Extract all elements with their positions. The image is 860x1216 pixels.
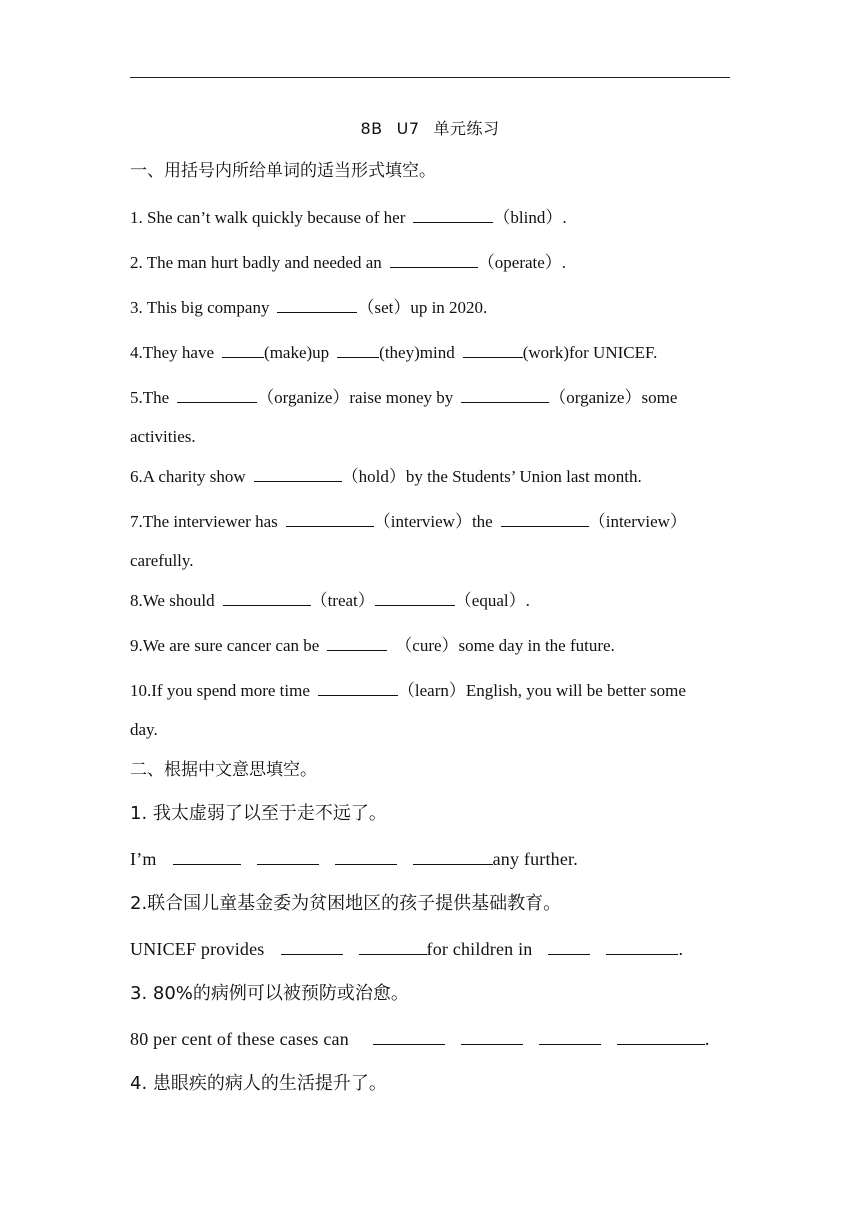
section1-heading: 一、用括号内所给单词的适当形式填空。 xyxy=(130,161,436,181)
answer-blank[interactable] xyxy=(177,386,257,403)
title-grade: 8B xyxy=(360,119,383,138)
answer-blank[interactable] xyxy=(223,589,311,606)
question-1: 1. She can’t walk quickly because of her （blind）. xyxy=(130,208,567,227)
section2-heading: 二、根据中文意思填空。 xyxy=(130,760,317,780)
worksheet-title xyxy=(0,116,860,139)
answer-blank[interactable] xyxy=(277,296,357,313)
answer-blank[interactable] xyxy=(375,589,455,606)
answer-blank[interactable] xyxy=(463,341,523,358)
answer-blank[interactable] xyxy=(281,938,343,955)
question-7: 7.The interviewer has （interview）the （interview） xyxy=(130,512,687,531)
question-5: 5.The （organize）raise money by （organize）some xyxy=(130,388,678,407)
question-3: 3. This big company （set）up in 2020. xyxy=(130,298,488,317)
answer-blank[interactable] xyxy=(390,251,478,268)
answer-blank[interactable] xyxy=(286,510,374,527)
title-name: 单元练习 xyxy=(433,119,500,138)
translation-1-chinese: 1. 我太虚弱了以至于走不远了。 xyxy=(130,803,387,824)
answer-blank[interactable] xyxy=(257,848,319,865)
title-unit: U7 xyxy=(396,119,420,138)
question-5-cont: activities. xyxy=(130,427,196,446)
answer-blank[interactable] xyxy=(373,1028,445,1045)
answer-blank[interactable] xyxy=(539,1028,601,1045)
question-9: 9.We are sure cancer can be （cure）some day in the future. xyxy=(130,636,615,655)
answer-blank[interactable] xyxy=(327,634,387,651)
question-7-cont: carefully. xyxy=(130,551,194,570)
answer-blank[interactable] xyxy=(254,465,342,482)
question-2: 2. The man hurt badly and needed an （operate）. xyxy=(130,253,567,272)
translation-2-chinese: 2.联合国儿童基金委为贫困地区的孩子提供基础教育。 xyxy=(130,893,562,914)
translation-3-chinese: 3. 80%的病例可以被预防或治愈。 xyxy=(130,983,409,1004)
question-6: 6.A charity show （hold）by the Students’ Union last month. xyxy=(130,467,642,486)
answer-blank[interactable] xyxy=(606,938,678,955)
question-8: 8.We should （treat） （equal）. xyxy=(130,591,530,610)
answer-blank[interactable] xyxy=(501,510,589,527)
question-10: 10.If you spend more time （learn）English, you will be better some xyxy=(130,681,686,700)
translation-2-english: UNICEF provides for children in . xyxy=(130,939,684,959)
answer-blank[interactable] xyxy=(617,1028,705,1045)
translation-3-english: 80 per cent of these cases can . xyxy=(130,1029,710,1049)
answer-blank[interactable] xyxy=(413,848,493,865)
translation-4-chinese: 4. 患眼疾的病人的生活提升了。 xyxy=(130,1073,387,1094)
answer-blank[interactable] xyxy=(548,938,590,955)
header-rule xyxy=(130,77,730,78)
answer-blank[interactable] xyxy=(222,341,264,358)
answer-blank[interactable] xyxy=(461,386,549,403)
answer-blank[interactable] xyxy=(337,341,379,358)
answer-blank[interactable] xyxy=(335,848,397,865)
translation-1-english: I’m any further. xyxy=(130,849,578,869)
question-10-cont: day. xyxy=(130,720,158,739)
answer-blank[interactable] xyxy=(413,206,493,223)
question-4: 4.They have (make)up (they)mind (work)for UNICEF. xyxy=(130,343,658,362)
answer-blank[interactable] xyxy=(173,848,241,865)
answer-blank[interactable] xyxy=(461,1028,523,1045)
answer-blank[interactable] xyxy=(318,679,398,696)
answer-blank[interactable] xyxy=(359,938,427,955)
